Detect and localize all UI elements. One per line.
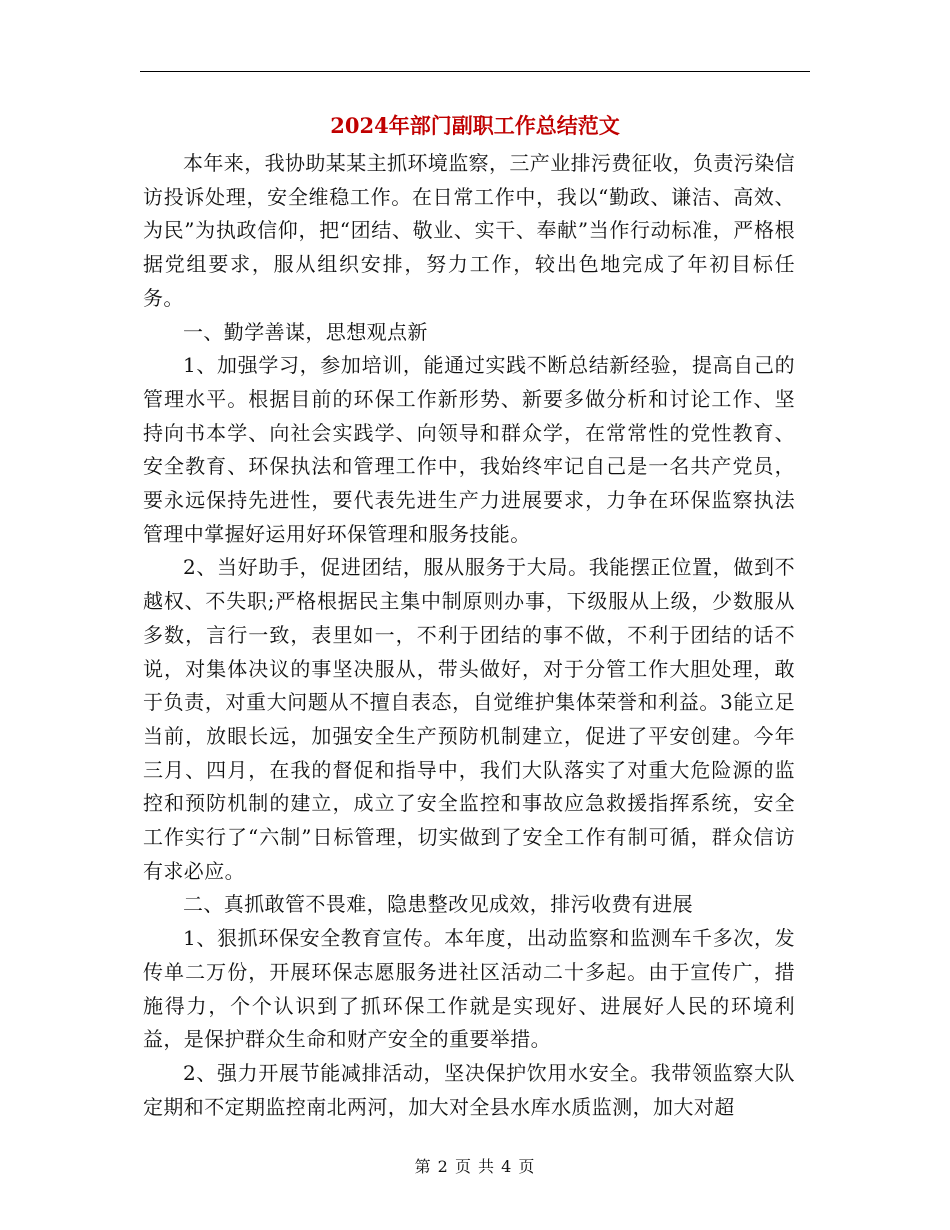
paragraph-intro: 本年来，我协助某某主抓环境监察，三产业排污费征收，负责污染信访投诉处理，安全维稳工作。在日常工作中，我以“勤政、谦洁、高效、为民”为执政信仰，把“团结、敬业、实干、奉献”当作行动标准，严格根据党组要求，服从组织安排，努力工作，较出色地完成了年初目标任务。 <box>143 151 795 310</box>
paragraph-1-2: 2、当好助手，促进团结，服从服务于大局。我能摆正位置，做到不越权、不失职;严格根据民主集中制原则办事，下级服从上级，少数服从多数，言行一致，表里如一，不利于团结的事不做，不利于团结的话不说，对集体决议的事坚决服从，带头做好，对于分管工作大胆处理，敢于负责，对重大问题从不擅自表态，自觉维护集体荣誉和利益。3能立足当前，放眼长远，加强安全生产预防机制建立，促进了平安创建。今年三月、四月，在我的督促和指导中，我们大队落实了对重大危险源的监控和预防机制的建立，成立了安全监控和事故应急救援指挥系统，安全工作实行了“六制”日标管理，切实做到了安全工作有制可循，群众信访有求必应。 <box>143 555 795 883</box>
paragraph-1-1: 1、加强学习，参加培训，能通过实践不断总结新经验，提高自己的管理水平。根据目前的环保工作新形势、新要多做分析和讨论工作、坚持向书本学、向社会实践学、向领导和群众学，在常常性的党性教育、安全教育、环保执法和管理工作中，我始终牢记自己是一名共产党员，要永远保持先进性，要代表先进生产力进展要求，力争在环保监察执法管理中掌握好运用好环保管理和服务技能。 <box>143 353 795 546</box>
paragraph-2-2: 2、强力开展节能减排活动，坚决保护饮用水安全。我带领监察大队定期和不定期监控南北两河，加大对全县水库水质监测，加大对超 <box>143 1060 795 1119</box>
page-number-footer: 第 2 页 共 4 页 <box>414 1157 536 1176</box>
header-rule <box>140 71 810 72</box>
document-title: 2024年部门副职工作总结范文 <box>330 113 620 138</box>
section-heading-2: 二、真抓敢管不畏难，隐患整改见成效，排污收费有进展 <box>183 892 693 917</box>
document-body <box>143 147 795 1124</box>
paragraph-2-1: 1、狠抓环保安全教育宣传。本年度，出动监察和监测车千多次，发传单二万份，开展环保志愿服务进社区活动二十多起。由于宣传广，措施得力，个个认识到了抓环保工作就是实现好、进展好人民的环境利益，是保护群众生命和财产安全的重要举措。 <box>143 926 795 1052</box>
section-heading-1: 一、勤学善谋，思想观点新 <box>183 319 428 344</box>
